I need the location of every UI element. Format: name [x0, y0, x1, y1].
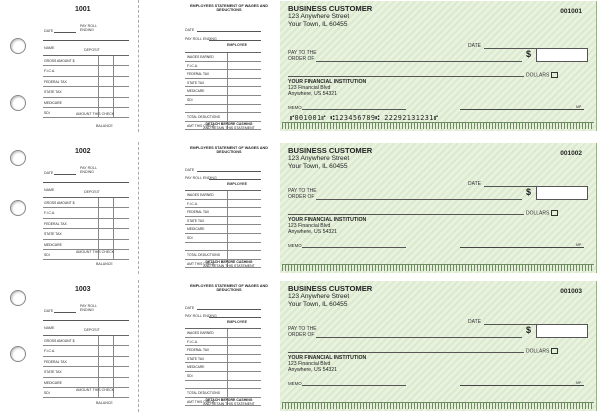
- business-city: Your Town, IL 60455: [288, 163, 348, 170]
- retain-notice: AND RETAIN THIS STATEMENT: [203, 402, 255, 406]
- check-stub: [40, 0, 135, 132]
- detach-notice: DETACH BEFORE CASHING: [205, 260, 253, 264]
- stub-name-label: NAME: [44, 326, 55, 330]
- binder-hole: [10, 95, 26, 111]
- dollar-sign: $: [526, 325, 532, 335]
- wage-statement: [185, 142, 273, 274]
- business-street: 123 Anywhere Street: [288, 293, 350, 300]
- check: [280, 143, 597, 273]
- check-number: 001003: [560, 288, 582, 295]
- stub-ledger: GROSS AMOUNT $ F.I.C.A. FEDERAL TAX STATE TAX MEDICARE SDI: [43, 335, 129, 398]
- stub-date-label: DATE: [44, 29, 54, 33]
- bank-name: YOUR FINANCIAL INSTITUTION: [288, 79, 367, 85]
- binder-hole: [10, 38, 26, 54]
- dollars-label: DOLLARS: [526, 72, 559, 78]
- stub-balance: BALANCE: [96, 262, 113, 266]
- signature-line: [460, 385, 584, 386]
- statement-date-label: DATE: [185, 306, 195, 310]
- signature-line: [460, 109, 584, 110]
- mp-mark: MP: [576, 381, 582, 385]
- binder-hole: [10, 200, 26, 216]
- statement-title: EMPLOYEES STATEMENT OF WAGES AND DEDUCTIONS: [190, 284, 268, 293]
- retain-notice: AND RETAIN THIS STATEMENT: [203, 126, 255, 130]
- deductions-table: WAGES EARNED F.I.C.A. FEDERAL TAX STATE TAX MEDICARE SDI TOTAL DEDUCTIONS AMT THIS CHECK: [185, 190, 261, 268]
- memo-label: MEMO: [288, 243, 302, 248]
- perforation: [138, 142, 139, 274]
- check-number: 001001: [560, 8, 582, 15]
- mp-mark: MP: [576, 243, 582, 247]
- statement-employee-label: EMPLOYEE: [227, 320, 247, 324]
- stub-amount-this-check: AMOUNT THIS CHECK: [76, 388, 115, 392]
- stub-payroll-label: PAY ROLL ENDING: [80, 24, 97, 32]
- check-bottom-border: [282, 402, 594, 409]
- check-stub: [40, 280, 135, 412]
- binder-hole: [10, 346, 26, 362]
- stub-deposit-label: DEPOSIT: [84, 190, 100, 194]
- bank-street: 123 Financial Blvd: [288, 361, 331, 367]
- stub-payroll-label: PAY ROLL ENDING: [80, 304, 97, 312]
- check-date-label: DATE: [468, 319, 481, 325]
- stub-date-label: DATE: [44, 171, 54, 175]
- statement-date-label: DATE: [185, 28, 195, 32]
- mp-mark: MP: [576, 105, 582, 109]
- statement-date-label: DATE: [185, 168, 195, 172]
- wage-statement: [185, 280, 273, 412]
- order-of-label: ORDER OF: [288, 56, 315, 62]
- dollars-label: DOLLARS: [526, 348, 559, 354]
- stub-deposit-label: DEPOSIT: [84, 48, 100, 52]
- stub-balance: BALANCE: [96, 124, 113, 128]
- stub-payroll-label: PAY ROLL ENDING: [80, 166, 97, 174]
- statement-payroll-label: PAY ROLL ENDING: [185, 314, 217, 318]
- pay-to-label: PAY TO THE: [288, 50, 317, 56]
- deductions-table: WAGES EARNED F.I.C.A. FEDERAL TAX STATE TAX MEDICARE SDI TOTAL DEDUCTIONS AMT THIS CHECK: [185, 328, 261, 406]
- business-city: Your Town, IL 60455: [288, 301, 348, 308]
- micr-line: ⑈001001⑈ ⑆123456789⑆ 22292131231⑈: [290, 114, 439, 122]
- stub-name-label: NAME: [44, 188, 55, 192]
- security-lock-icon: [551, 348, 558, 354]
- business-name: BUSINESS CUSTOMER: [288, 146, 373, 155]
- check-stub: [40, 142, 135, 274]
- wage-statement: [185, 0, 273, 132]
- check-set-3: [0, 280, 600, 412]
- security-lock-icon: [551, 72, 558, 78]
- bank-city: Anywhere, US 54321: [288, 91, 338, 97]
- bank-city: Anywhere, US 54321: [288, 367, 338, 373]
- bank-city: Anywhere, US 54321: [288, 229, 338, 235]
- deductions-table: WAGES EARNED F.I.C.A. FEDERAL TAX STATE TAX MEDICARE SDI TOTAL DEDUCTIONS AMT THIS CHECK: [185, 52, 261, 130]
- check-number: 001002: [560, 150, 582, 157]
- statement-title: EMPLOYEES STATEMENT OF WAGES AND DEDUCTIONS: [190, 146, 268, 155]
- business-name: BUSINESS CUSTOMER: [288, 4, 373, 13]
- perforation: [138, 280, 139, 412]
- business-street: 123 Anywhere Street: [288, 13, 350, 20]
- dollar-sign: $: [526, 187, 532, 197]
- check: [280, 1, 597, 131]
- binder-hole: [10, 150, 26, 166]
- stub-amount-this-check: AMOUNT THIS CHECK: [76, 250, 115, 254]
- binder-hole: [10, 290, 26, 306]
- bank-street: 123 Financial Blvd: [288, 85, 331, 91]
- stub-balance: BALANCE: [96, 401, 113, 405]
- stub-deposit-label: DEPOSIT: [84, 328, 100, 332]
- check-set-1: [0, 0, 600, 132]
- statement-employee-label: EMPLOYEE: [227, 43, 247, 47]
- statement-title: EMPLOYEES STATEMENT OF WAGES AND DEDUCTIONS: [190, 4, 268, 13]
- perforation: [138, 0, 139, 132]
- amount-box[interactable]: [536, 186, 588, 200]
- memo-label: MEMO: [288, 381, 302, 386]
- dollar-sign: $: [526, 49, 532, 59]
- detach-notice: DETACH BEFORE CASHING: [205, 122, 253, 126]
- stub-date-label: DATE: [44, 309, 54, 313]
- statement-payroll-label: PAY ROLL ENDING: [185, 176, 217, 180]
- pay-to-label: PAY TO THE: [288, 326, 317, 332]
- statement-payroll-label: PAY ROLL ENDING: [185, 37, 217, 41]
- retain-notice: AND RETAIN THIS STATEMENT: [203, 264, 255, 268]
- amount-box[interactable]: [536, 48, 588, 62]
- amount-box[interactable]: [536, 324, 588, 338]
- dollars-label: DOLLARS: [526, 210, 559, 216]
- stub-amount-this-check: AMOUNT THIS CHECK: [76, 112, 115, 116]
- stub-ledger: GROSS AMOUNT $ F.I.C.A. FEDERAL TAX STATE TAX MEDICARE SDI: [43, 55, 129, 118]
- memo-label: MEMO: [288, 105, 302, 110]
- check-bottom-border: [282, 122, 594, 129]
- bank-street: 123 Financial Blvd: [288, 223, 331, 229]
- check-date-label: DATE: [468, 43, 481, 49]
- stub-number: 1002: [75, 148, 91, 155]
- business-name: BUSINESS CUSTOMER: [288, 284, 373, 293]
- check-set-2: [0, 142, 600, 274]
- check-bottom-border: [282, 264, 594, 271]
- stub-name-label: NAME: [44, 46, 55, 50]
- stub-number: 1003: [75, 286, 91, 293]
- stub-number: 1001: [75, 6, 91, 13]
- signature-line: [460, 247, 584, 248]
- check: [280, 281, 597, 411]
- stub-ledger: GROSS AMOUNT $ F.I.C.A. FEDERAL TAX STATE TAX MEDICARE SDI: [43, 197, 129, 260]
- check-date-label: DATE: [468, 181, 481, 187]
- order-of-label: ORDER OF: [288, 332, 315, 338]
- order-of-label: ORDER OF: [288, 194, 315, 200]
- bank-name: YOUR FINANCIAL INSTITUTION: [288, 217, 367, 223]
- business-street: 123 Anywhere Street: [288, 155, 350, 162]
- statement-employee-label: EMPLOYEE: [227, 182, 247, 186]
- security-lock-icon: [551, 210, 558, 216]
- business-city: Your Town, IL 60455: [288, 21, 348, 28]
- pay-to-label: PAY TO THE: [288, 188, 317, 194]
- bank-name: YOUR FINANCIAL INSTITUTION: [288, 355, 367, 361]
- detach-notice: DETACH BEFORE CASHING: [205, 398, 253, 402]
